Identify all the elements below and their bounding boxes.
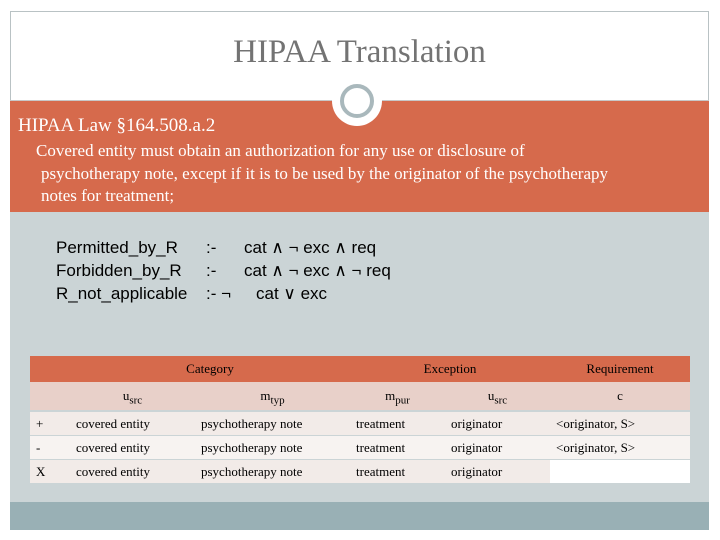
ring-ornament-icon [332, 76, 382, 126]
table-cell: originator [445, 436, 550, 459]
column-m-pur: $m_{pur}$ [350, 382, 445, 410]
table-cell: treatment [350, 436, 445, 459]
header-exception: Exception [350, 356, 550, 382]
table-cell: psychotherapy note [195, 412, 350, 435]
column-u-src: $u_{src}$ [70, 382, 195, 410]
rule-body: cat ∧ ¬ exc ∧ req [244, 238, 377, 257]
policy-table [30, 356, 690, 484]
rule-body: cat ∨ exc [256, 284, 328, 303]
footer-bar [10, 502, 709, 530]
rule-sep: :- ¬ [206, 284, 232, 303]
rule-not-applicable [56, 284, 476, 307]
table-corner-header [30, 356, 70, 382]
table-cell: <originator, S> [550, 412, 690, 435]
content-area [10, 212, 709, 502]
rule-head: Permitted_by_R [56, 238, 178, 257]
rule-head: Forbidden_by_R [56, 261, 182, 280]
sub-header-blank [30, 382, 70, 410]
table-cell: originator [445, 412, 550, 435]
table-cell: covered entity [70, 436, 195, 459]
table-row-sign: X [30, 460, 70, 483]
table-cell: treatment [350, 460, 445, 483]
column-u-src-exception: $u_{src}$ [445, 382, 550, 410]
table-cell: psychotherapy note [195, 460, 350, 483]
table-cell [550, 460, 690, 483]
rule-forbidden [56, 261, 476, 284]
rule-sep: :- [206, 238, 217, 257]
law-text-line-2: psychotherapy note, except if it is to be used by the originator of the psychotherapy [41, 164, 608, 183]
table-cell: originator [445, 460, 550, 483]
law-text-line-3: notes for treatment; [41, 186, 175, 205]
rule-sep: :- [206, 261, 217, 280]
table-row-sign: - [30, 436, 70, 459]
rule-permitted [56, 238, 476, 261]
column-c: c [550, 382, 690, 410]
table-cell: covered entity [70, 460, 195, 483]
table-cell: treatment [350, 412, 445, 435]
rule-body: cat ∧ ¬ exc ∧ ¬ req [244, 261, 391, 280]
law-text-line-1: Covered entity must obtain an authorization for any use or disclosure of [36, 141, 525, 160]
rule-block [56, 238, 476, 307]
law-heading: HIPAA Law §164.508.a.2 [18, 115, 216, 136]
table-cell: psychotherapy note [195, 436, 350, 459]
slide-title: HIPAA Translation [233, 34, 486, 70]
table-cell: <originator, S> [550, 436, 690, 459]
header-category: Category [70, 356, 350, 382]
table-row-sign: + [30, 412, 70, 435]
table-cell: covered entity [70, 412, 195, 435]
column-m-typ: $m_{typ}$ [195, 382, 350, 410]
rule-head: R_not_applicable [56, 284, 188, 303]
header-requirement: Requirement [550, 356, 690, 382]
